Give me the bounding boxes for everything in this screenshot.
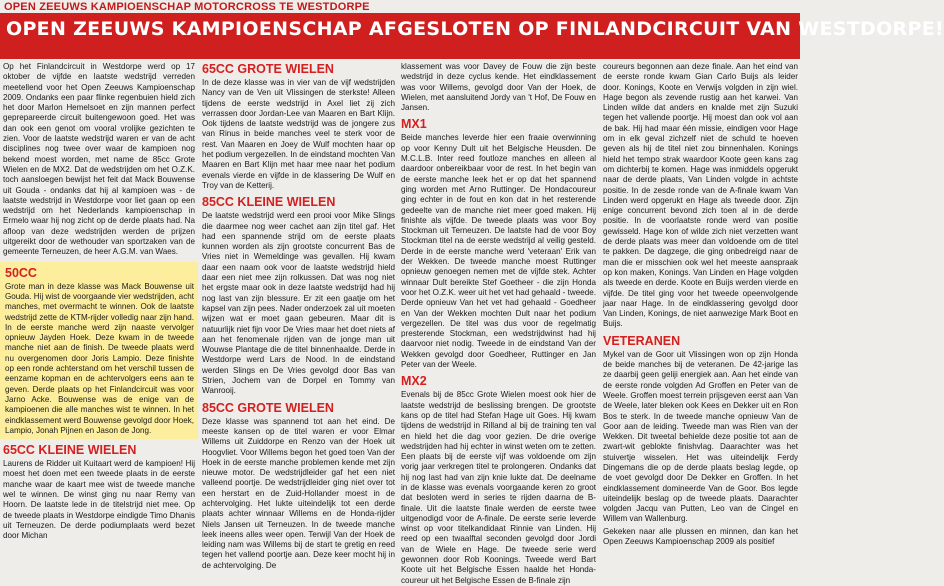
column-2 [202,62,395,570]
headline-text: OPEN ZEEUWS KAMPIOENSCHAP AFGESLOTEN OP FINLANDCIRCUIT VAN WESTDORPE! [6,18,944,40]
continued-text-85cc-grote-wielen: klassement was voor Davey de Fouw die zijn beste wedstrijd in deze cyclus kende. Het eindklassement was voor Willems, gevolgd door Van der Hoek, de Wielen, met aansluitend Jordy van 't Hof, De Fouw en Jansen. [401,62,596,113]
kicker-text: OPEN ZEEUWS KAMPIOENSCHAP MOTORCROSS TE WESTDORPE [4,1,370,13]
section-text-mx1: Beide manches leverde hier een fraaie overwinning op voor Kenny Dult uit het Belgische Heusden. De M.C.L.B. Inter reed foutloze manches en alleen al daardoor onbereikbaar voor de rest. In het begin van de eerste manche leek het er op dat het spannend ging worden met Arno Ruttinger. De Hondacoureur ging echter in de fout en kon dat in het resterende gedeelte van de manche niet meer goed maken. Hij finishte als vijfde. De tweede plaats was voor Boy Stockman uit Terneuzen. De laatste had de voor Boy Stockman titel na de eerste wedstrijd al veilig gesteld. Derde in de eerste manche werd 'veteraan' Erik van der Wekken. De tweede manche moest Ruttinger opnieuw genoegen nemen met de vijfde stek. Achter winnaar Dult bereikte Stef Goetheer - die zijn Honda voor het O.Z.K. weer uit het vet had gehaald - tweede. Derde opnieuw Van het vet had gehaald - Goedheer en Van der Wekken mochten Dult naar het podium vergezellen. De titel was dus voor de regelmatig presterende Stockman, een wedstrijdwinst had hij daarvoor niet nodig. Tweede in de eindstand Van der Wekken gevolgd door Goedheer, Ruttinger en Jan Peter van der Weele. [401,133,596,370]
section-text-65cc-kleine-wielen: Laurens de Ridder uit Kuitaart werd de kampioen! Hij moest het doen met een tweede plaats in de eerste manche waar de kaart mee wist de tweede manche wel te winnen. De winst ging nu naar Remy van Hoorn. De laatste lede in de titelstrijd niet mee. Op de tweede plaats in Westdorpe eindigde Timo Dhanis uit Terneuzen. De derde podiumplaats werd bezet door Michan [3,459,195,541]
highlight-box-50cc [0,262,198,439]
section-heading-85cc-grote-wielen: 85CC GROTE WIELEN [202,400,334,415]
section-heading-veteranen: VETERANEN [603,333,681,348]
section-heading-mx2: MX2 [401,374,427,389]
closing-paragraph: Gekeken naar alle plussen en minnen, dan kan het Open Zeeuws Kampioenschap 2009 als positief [603,526,798,547]
section-heading-65cc-kleine-wielen: 65CC KLEINE WIELEN [3,443,137,458]
continued-text-mx2: coureurs begonnen aan deze finale. Aan het eind van de eerste ronde kwam Gian Carlo Buijs als leider door. Konings, Koote en Verwijs volgden in zijn wiel. Hage begon als zevende rustig aan het karwei. Van Linden wilde dat anders en knalde met zijn Suzuki tegen het vallende poortje. Hij moest dan ook vol aan de bak. Hij had maar één missie, eindigen voor Hage om in elk geval zichzelf niet de schuld te hoeven geven als hij de titel niet zou binnenhalen. Konings hield het tempo strak waardoor Koote geen kans zag om dichterbij te komen. Hage was inmiddels opgerukt naar de derde plaats, Van Linden volgde in achtste positie. In de zesde ronde van de A-finale kwam Van Linden werd opgerukt en Hage als tweede door. Zijn enige concurrent bevond zich toen al in de derde positie. In de voorlaatste ronde werd van positie gewisseld. Hage kon of wilde zich niet verzetten want de derde plaats was meer dan voldoende om de titel te pakken. De dagzege, die ging onbedreigd naar de man die er misschien ook wel het meeste aanspraak op kon maken, Konings. Van Linden en Hage volgden als tweede en derde. Koote en Buijs werden vierde en vijfde. De titel ging voor het tweede opeenvolgende jaar naar Hage. In de eindklassering gevolgd door Van Linden, Konings, de niet aanwezige Mark Boot en Buijs. [603,62,798,329]
section-text-65cc-grote-wielen: In de deze klasse was in vier van de vijf wedstrijden Nancy van de Ven uit Vlissingen de sterkste! Alleen tijdens de eerste wedstrijd in Axel liet zij zich verrassen door Jordan-Lee van Maaren en Bart Klijn. Ook tijdens de laatste wedstrijd was de jongere zus van Rinus in beide manches veel te sterk voor de rest. Van Maaren en Joey de Wulf mochten haar op het podium vergezellen. In de eindstand mochten Van Maaren en Bart Klijn met haar mee naar het podium evenals vierde en vijfde in de klassering De Wulf en Troy van de Ketterij. [202,78,395,190]
section-heading-65cc-grote-wielen: 65CC GROTE WIELEN [202,62,334,76]
column-1 [3,62,195,551]
headline-banner [0,13,944,59]
section-heading-85cc-kleine-wielen: 85CC KLEINE WIELEN [202,195,336,210]
section-text-mx2: Evenals bij de 85cc Grote Wielen moest ook hier de laatste wedstrijd de beslissing brengen. De grootste kans op de titel had Stefan Hage uit Goes. Hij kwam tijdens de wedstrijd in Rilland al bij de training ten val en hield het die dag voor gezien. De drie overige wedstrijden had hij echter in winst weten om te zetten. Een plaats bij de eerste vijf was voldoende om zijn vorig jaar verkregen titel te prolongeren. Ondanks dat hij nog last had van zijn knie lukte dat. De deelname in de klasse was evenals voorgaande keren zo groot dat besloten werd in series te rijden daarna de B-finale. Uit die laatste finale werden de eerste twee uitgenodigd voor de A-finale. De eerste serie leverde winst op voor titelkandidaat Rinnie van Linden. Hij reed op een twaalftal seconden gevolgd door Jordi van de Wiele en Hage. De tweede serie werd gewonnen door Rob Koonings. Tweede werd Bart Koote uit het Belgische Essen haalde het Honda-coureur uit het Belgische Essen de B-finale zijn [401,390,596,585]
kicker-banner [0,0,800,14]
column-4 [603,62,798,551]
section-text-85cc-kleine-wielen: De laatste wedstrijd werd een prooi voor Mike Slings die daarmee nog weer cachet aan zijn titel gaf. Het had een spannende strijd om de eerste plaats kunnen worden als zijn grootste concurrent Bas de Vries niet in Wemeldinge was gevallen. Hij kwam daar een naam ook voor de laatste wedstrijd hield daar een niet mee zijn rolkussen. Dat was nog niet het ergste maar ook in deze laatste wedstrijd had hij nog last van zijn blessure. Er zit een gaatje om het kapsel van zijn pees. Nader onderzoek zal uit moeten wijzen wat er moet gaan gebeuren. Maar dit is natuurlijk niet fijn voor De Vries maar het doet niets af aan het fenomenale rijden van de jonge man uit Wouwse Plantage die de titel binnenhaalde. Derde in Westdorpe werd Lars de Nood. In de eindstand werden Slings en De Vries gevolgd door Bas van Strien, Jochem van de Dorpel en Tommy van Wanrooij. [202,211,395,396]
section-heading-50cc: 50CC [5,265,37,280]
section-heading-mx1: MX1 [401,117,427,132]
column-3 [401,62,596,585]
intro-paragraph: Op het Finlandcircuit in Westdorpe werd op 17 oktober de vijfde en laatste wedstrijd verreden meetellend voor het Open Zeeuws Kampioenschap 2009. Ondanks een paar flinke regenbuien hield zich het door Marlon Hemelsoet en zijn mannen perfect geprepareerde circuit buitengewoon goed. Het was dan ook een genot om vooral vrolijke gezichten te zien. Voor de laatste wedstrijd waren er van de acht disciplines nog twee over waar de kampioen nog bekend moest worden, met name de 85cc Grote Wielen en de MX2. Dat de wedstrijden om het O.Z.K. toch aansloegen bewijst het feit dat Mack Bouwense uit Gouda - ondanks dat hij al kampioen was - de laatste wedstrijd in Westdorpe voor liet gaan op een wedstrijd om het Nederlands kampioenschap in Ermelo waar hij nog zicht op de derde plaats had. Na afloop van deze wedstrijden werden de prijzen uitgereikt door de wethouder van sportzaken van de gemeente Terneuzen, de heer A.G.M. van Waes. [3,62,195,257]
section-text-veteranen: Mykel van de Goor uit Vlissingen won op zijn Honda de beide manches bij de veteranen. De 42-jarige las ze daarbij geen geliji energiek aan. Aan het einde van de eerste ronde volgden Ad Groffen en Peter van de Weele. Groffen moest terrein prijsgeven eerst aan Van de Weele, later bleken ook Kees en Dekker uit en Ron Bos te sterk. In de tweede manche opnieuw Van de Goor aan de leiding. Tweede man was Rien van der Wekken. Dit tweetal behielde deze positie tot aan de zwart-wit geblokte finishvlag. Daarachter was het stuivertje wisselen. Het was uiteindelijk Ferdy Dingemans die op de derde plaats beslag legde, op de voet gevolgd door De Dekker en Groffen. In het eindklassement domineerde Van de Goor. Bos legde uiteindelijk beslag op de tweede plaats. Daarachter volgden Jacqu van Putten, Leo van de Cingel en Willem van Wallenburg. [603,349,798,524]
section-text-50cc: Grote man in deze klasse was Mack Bouwense uit Gouda. Hij wist de voorgaande vier wedstrijden, acht manches, met overmacht te winnen. Ook de laatste wedstrijd zette de KTM-rijder volledig naar zijn hand. In de eerste manche werd zijn naaste vervolger opnieuw Jayden Hoek. Deze kwam in de tweede manche niet aan de finish. De tweede plaats werd nu overgenomen door Joris Lampio. Deze finishte op een ronde achterstand om het verschil tussen de eenzame kopman en de achtervolgers eens aan te geven. Derde plaats op het Finlandcircuit was voor Jarno Acke. Bouwense was de enige van de kampioenen die alle manches wist te winnen. In het eindklassement werd Bouwense gevolgd door Hoek, Lampio, Jonah Pijnen en Jason de Jong. [5,281,194,435]
section-text-85cc-grote-wielen: Deze klasse was spannend tot aan het eind. De meeste kansen op de titel waren er voor Elmar Willems uit Zuiddorpe en Renzo van der Hoek uit Hoogvliet. Voor Willems begon het goed toen Van der Hoek in de eerste manche problemen kende met zijn nieuwe motor. De wedstrijdleider gaf het een niet valleend poortje. De wedstrijdleider ging niet over tot een herstart en de Zuid-Hollander moest in de achtervolging. Het lukte uiteindelijk tot een derde plaats achter winnaar Willems en de Honda-rijder Niels Jansen uit Terneuzen. In de tweede manche leek ineens alles weer open. Terwijl Van der Hoek de leiding nam was Willems bij de start te gretig en reed tegen het vallend poortje aan. Deze keer mocht hij in de achtervolging. De [202,416,395,570]
